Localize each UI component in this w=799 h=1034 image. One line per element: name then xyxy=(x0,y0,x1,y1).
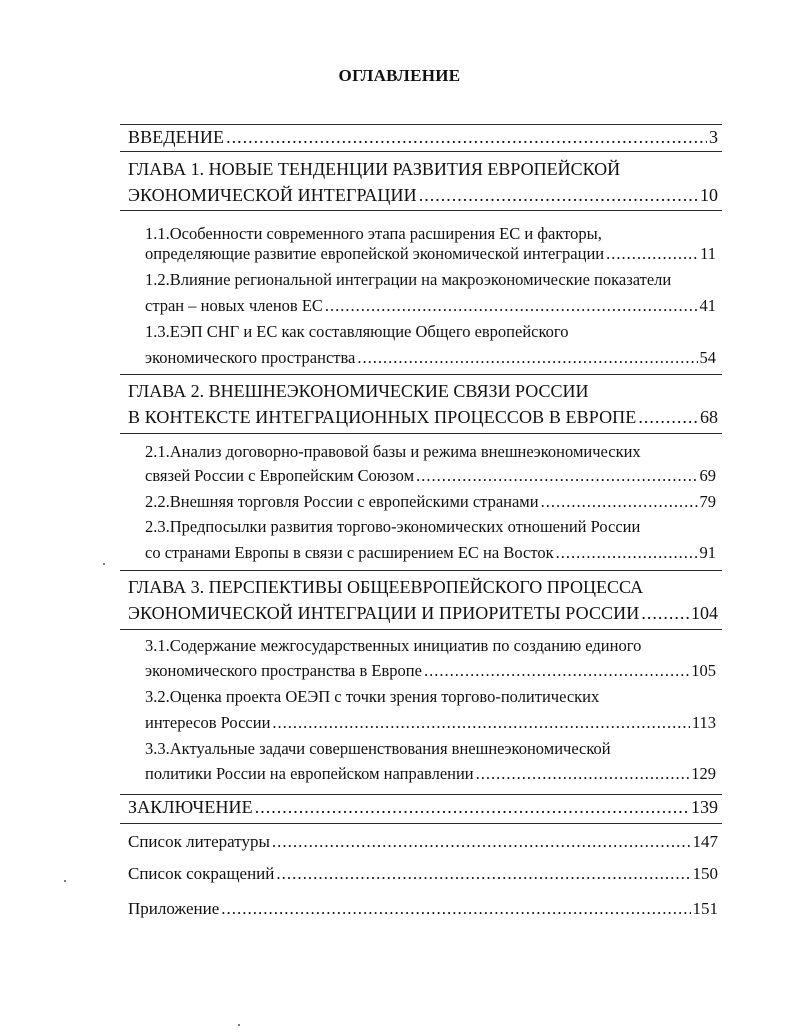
section-title: 2.2.Внешняя торговля России с европейскими странами xyxy=(145,492,539,511)
page-title: ОГЛАВЛЕНИЕ xyxy=(338,66,461,85)
dot-leader xyxy=(419,183,698,207)
toc-page-number: 104 xyxy=(691,603,718,623)
toc-page-number: 54 xyxy=(699,348,716,367)
chapter-title-cont: В КОНТЕКСТЕ ИНТЕГРАЦИОННЫХ ПРОЦЕССОВ В ЕВРОПЕ xyxy=(128,407,637,427)
toc-entry-appendix[interactable] xyxy=(128,897,718,921)
toc-page-number: 113 xyxy=(691,713,716,732)
section-title-cont: интересов России xyxy=(145,713,271,732)
section-title[interactable]: 1.2.Влияние региональной интеграции на макроэкономические показатели xyxy=(145,270,672,289)
toc-page-number: 150 xyxy=(692,864,718,883)
toc-page-number: 3 xyxy=(709,127,718,147)
toc-entry-abbreviations[interactable] xyxy=(128,862,718,886)
section-title[interactable]: 3.3.Актуальные задачи совершенствования внешнеэкономической xyxy=(145,739,611,758)
dot-leader xyxy=(221,897,690,921)
toc-entry-label: ЗАКЛЮЧЕНИЕ xyxy=(128,797,253,817)
dot-leader xyxy=(476,762,690,786)
section-entry[interactable] xyxy=(145,762,716,786)
divider xyxy=(120,570,722,571)
toc-page-number: 11 xyxy=(700,244,716,263)
section-title[interactable]: 3.1.Содержание межгосударственных инициатив по созданию единого xyxy=(145,636,642,655)
scan-speck xyxy=(238,1024,240,1026)
scan-speck xyxy=(103,563,105,565)
chapter-entry[interactable] xyxy=(128,405,718,429)
section-entry[interactable] xyxy=(145,294,716,318)
dot-leader xyxy=(424,659,689,683)
section-title[interactable]: 1.1.Особенности современного этапа расширения ЕС и факторы, xyxy=(145,224,602,243)
toc-page-number: 151 xyxy=(692,899,718,918)
chapter-entry[interactable] xyxy=(128,183,718,207)
section-title-cont: определяющие развитие европейской экономической интеграции xyxy=(145,244,605,263)
toc-entry-label: ВВЕДЕНИЕ xyxy=(128,127,225,147)
toc-page-number: 105 xyxy=(691,661,716,680)
dot-leader xyxy=(276,862,690,886)
section-entry[interactable] xyxy=(145,464,716,488)
divider xyxy=(120,433,722,434)
dot-leader xyxy=(556,541,698,565)
section-title-cont: со странами Европы в связи с расширением ЕС на Восток xyxy=(145,543,554,562)
toc-page-number: 68 xyxy=(700,407,718,427)
toc-page-number: 91 xyxy=(699,543,716,562)
toc-page-number: 41 xyxy=(699,296,716,315)
dot-leader xyxy=(255,795,689,819)
chapter-title[interactable]: ГЛАВА 1. НОВЫЕ ТЕНДЕНЦИИ РАЗВИТИЯ ЕВРОПЕЙСКОЙ xyxy=(128,159,621,179)
section-title-cont: политики России на европейском направлении xyxy=(145,764,474,783)
section-entry[interactable] xyxy=(145,541,716,565)
toc-entry-conclusion[interactable] xyxy=(128,795,718,819)
toc-page-number: 79 xyxy=(699,492,716,511)
section-title[interactable]: 2.1.Анализ договорно-правовой базы и режима внешнеэкономических xyxy=(145,442,641,461)
section-title-cont: связей России с Европейским Союзом xyxy=(145,466,415,485)
dot-leader xyxy=(325,294,698,318)
section-title-cont: стран – новых членов ЕС xyxy=(145,296,323,315)
dot-leader xyxy=(416,464,697,488)
divider xyxy=(120,823,722,824)
chapter-entry[interactable] xyxy=(128,601,718,625)
section-title[interactable]: 2.3.Предпосылки развития торгово-экономических отношений России xyxy=(145,517,641,536)
section-entry[interactable] xyxy=(145,490,716,514)
dot-leader xyxy=(226,125,707,149)
dot-leader xyxy=(606,242,698,266)
toc-entry-intro[interactable] xyxy=(128,125,718,149)
chapter-title-cont: ЭКОНОМИЧЕСКОЙ ИНТЕГРАЦИИ И ПРИОРИТЕТЫ РОССИИ xyxy=(128,603,640,623)
dot-leader xyxy=(541,490,698,514)
dot-leader xyxy=(272,711,689,735)
section-title-cont: экономического пространства xyxy=(145,348,356,367)
toc-page-number: 69 xyxy=(699,466,716,485)
dot-leader xyxy=(641,601,689,625)
dot-leader xyxy=(638,405,698,429)
divider xyxy=(120,151,722,152)
toc-entry-references[interactable] xyxy=(128,830,718,854)
toc-page-number: 129 xyxy=(691,764,716,783)
toc-page-number: 139 xyxy=(691,797,718,817)
toc-entry-label: Список сокращений xyxy=(128,864,275,883)
section-entry[interactable] xyxy=(145,242,716,266)
chapter-title[interactable]: ГЛАВА 3. ПЕРСПЕКТИВЫ ОБЩЕЕВРОПЕЙСКОГО ПРОЦЕССА xyxy=(128,577,644,597)
dot-leader xyxy=(357,346,697,370)
section-title-cont: экономического пространства в Европе xyxy=(145,661,422,680)
chapter-title-cont: ЭКОНОМИЧЕСКОЙ ИНТЕГРАЦИИ xyxy=(128,185,417,205)
section-entry[interactable] xyxy=(145,659,716,683)
section-title[interactable]: 3.2.Оценка проекта ОЕЭП с точки зрения торгово-политических xyxy=(145,687,600,706)
divider xyxy=(120,374,722,375)
toc-entry-label: Список литературы xyxy=(128,832,270,851)
toc-entry-label: Приложение xyxy=(128,899,220,918)
section-entry[interactable] xyxy=(145,711,716,735)
divider xyxy=(120,210,722,211)
divider xyxy=(120,629,722,630)
toc-page-number: 147 xyxy=(692,832,718,851)
section-entry[interactable] xyxy=(145,346,716,370)
dot-leader xyxy=(272,830,691,854)
chapter-title[interactable]: ГЛАВА 2. ВНЕШНЕЭКОНОМИЧЕСКИЕ СВЯЗИ РОССИИ xyxy=(128,381,589,401)
toc-page-number: 10 xyxy=(700,185,718,205)
section-title[interactable]: 1.3.ЕЭП СНГ и ЕС как составляющие Общего европейского xyxy=(145,322,569,341)
scan-speck xyxy=(64,880,66,882)
